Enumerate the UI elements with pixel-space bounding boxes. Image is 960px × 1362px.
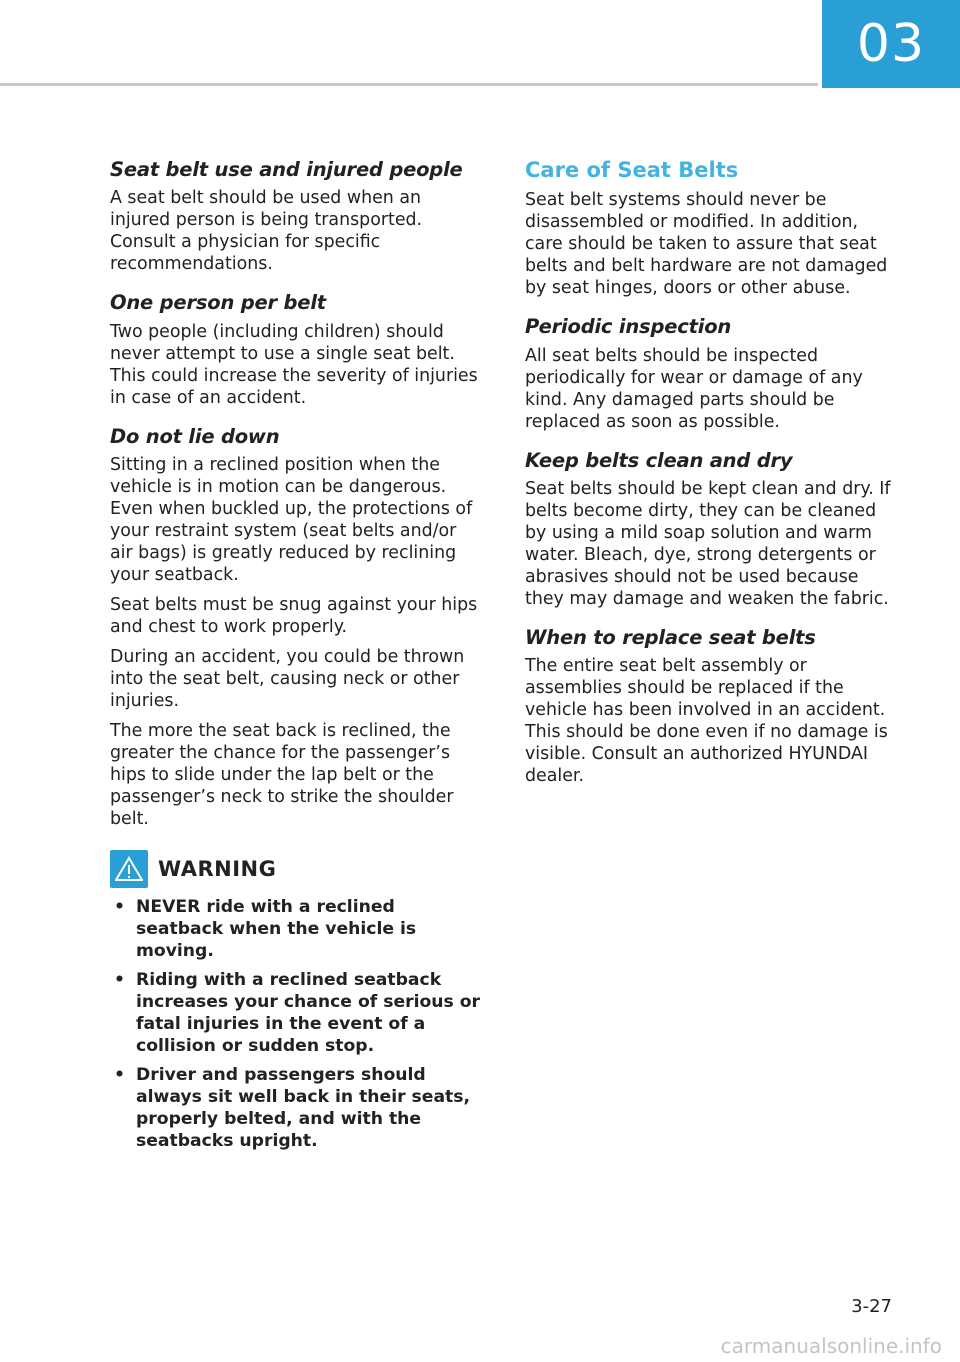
paragraph: Seat belt systems should never be disassembled or modified. In addition, care should be taken to assure that seat belts and belt hardware are not damaged by seat hinges, doors or other abuse.: [525, 190, 888, 299]
right-column: [525, 158, 897, 803]
section-do-not-lie-down: [110, 425, 482, 830]
paragraph: All seat belts should be inspected periodically for wear or damage of any kind. Any damaged parts should be replaced as soon as possible.: [525, 345, 863, 432]
warning-item-text: NEVER ride with a reclined seatback when the vehicle is moving.: [136, 897, 417, 962]
section-heading: Periodic inspection: [525, 315, 732, 339]
warning-list: [110, 896, 482, 1152]
section-replace: [525, 626, 897, 787]
section-keep-clean: [525, 449, 897, 610]
section-injured-people: [110, 158, 482, 275]
watermark: carmanualsonline.info: [720, 1334, 942, 1358]
section-periodic-inspection: [525, 315, 897, 432]
paragraph: The more the seat back is reclined, the greater the chance for the passenger’s hips to slide under the lap belt or the passenger’s neck to strike the shoulder belt.: [110, 721, 454, 830]
warning-title: WARNING: [158, 857, 277, 882]
paragraph: A seat belt should be used when an injured person is being transported. Consult a physician for specific recommendations.: [110, 188, 423, 275]
warning-item: [110, 896, 482, 962]
warning-header: [110, 850, 482, 888]
paragraph: Two people (including children) should never attempt to use a single seat belt. This could increase the severity of injuries in case of an accident.: [110, 321, 478, 408]
warning-item: [110, 969, 482, 1057]
warning-box: [110, 850, 482, 1152]
section-heading: One person per belt: [110, 291, 326, 315]
warning-item: [110, 1064, 482, 1152]
section-heading: Keep belts clean and dry: [525, 448, 793, 472]
section-one-person: [110, 291, 482, 408]
header-rule: [0, 83, 818, 86]
paragraph: Sitting in a reclined position when the vehicle is in motion can be dangerous. Even when buckled up, the protections of your restraint system (seat belts and/or air bags) is greatly reduced by reclining your seatback.: [110, 455, 473, 586]
page-number: 3-27: [851, 1296, 892, 1317]
paragraph: Seat belts should be kept clean and dry. If belts become dirty, they can be cleaned by using a mild soap solution and warm water. Bleach, dye, strong detergents or abrasives should not be used because they may damage and weaken the fabric.: [525, 478, 891, 609]
warning-triangle-icon: [110, 850, 148, 888]
paragraph: During an accident, you could be thrown into the seat belt, causing neck or other injuries.: [110, 647, 465, 712]
chapter-tab: 03: [822, 0, 960, 88]
section-heading: Seat belt use and injured people: [110, 158, 463, 181]
section-title: Care of Seat Belts: [525, 158, 739, 182]
paragraph: Seat belts must be snug against your hips and chest to work properly.: [110, 595, 478, 638]
bullet-icon: •: [114, 1065, 125, 1086]
left-column: [110, 158, 482, 1159]
bullet-icon: •: [114, 970, 125, 991]
warning-item-text: Riding with a reclined seatback increases your chance of serious or fatal injuries in the event of a collision or sudden stop.: [136, 970, 481, 1057]
section-care-of-seat-belts: [525, 158, 897, 299]
paragraph: The entire seat belt assembly or assemblies should be replaced if the vehicle has been involved in an accident. This should be done even if no damage is visible. Consult an authorized HYUNDAI dealer.: [525, 656, 888, 787]
bullet-icon: •: [114, 897, 125, 918]
warning-item-text: Driver and passengers should always sit well back in their seats, properly belted, and with the seatbacks upright.: [136, 1065, 471, 1152]
section-heading: Do not lie down: [110, 424, 280, 448]
section-heading: When to replace seat belts: [525, 625, 816, 649]
